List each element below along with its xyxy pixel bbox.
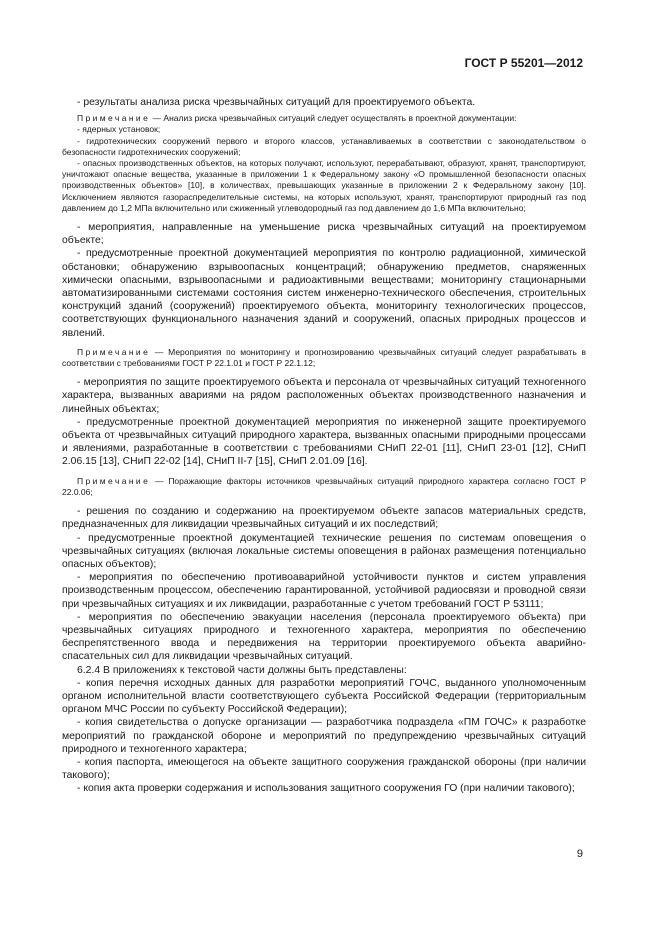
- paragraph: - решения по созданию и содержанию на проектируемом объекте запасов материальных средств, предназначенных для ликвидации чрезвычайных ситуаций и их последствий;: [62, 506, 586, 531]
- paragraph: - копия свидетельства о допуске организации — разработчика подраздела «ПМ ГОЧС» к разработке мероприятий по гражданской обороне и мероприятий по предупреждению чрезвычайных ситуаций природного и техногенного характера;: [62, 717, 586, 755]
- paragraph: - мероприятия по обеспечению эвакуации населения (персонала проектируемого объекта) при чрезвычайных ситуациях природного и техногенного характера, мероприятия по обеспечению беспрепятственного ввода и передвижения на территории проектируемого объекта аварийно-спасательных сил для ликвидации чрезвычайных ситуаций.: [62, 611, 586, 663]
- paragraph: - предусмотренные проектной документацией мероприятия по контролю радиационной, химической обстановки; обнаружению взрывоопасных концентраций; обнаружению предметов, снаряженных химически опасными, взрывоопасными и радиоактивными веществами; мониторингу стационарными автоматизированными системами состояния систем инженерно-технического обеспечения, строительных конструкций зданий (сооружений) проектируемого объекта, мониторингу технологических процессов, соответствующих функционального назначения зданий и сооружений, опасных природных процессов и явлений.: [62, 248, 586, 339]
- note: [62, 113, 586, 124]
- note-label: Примечание: [77, 113, 151, 124]
- note-item: - опасных производственных объектов, на которых получают, используют, перерабатывают, образуют, хранят, транспортируют, уничтожают опасные вещества, указанные в приложении 1 к Федеральному закону «О промышленной безопасности опасных производственных объектов» [10], в количествах, превышающих указанные в приложении 2 к Федеральному закону [10]. Исключением являются газораспределительные системы, на которых используют, хранят, транспортируют природный газ под давлением до 1,2 МПа включительно или сжиженный углеводородный газ под давлением до 1,6 МПа включительно;: [62, 158, 586, 213]
- paragraph: - мероприятия по защите проектируемого объекта и персонала от чрезвычайных ситуаций техногенного характера, вызванных авариями на рядом расположенных объектах производственного назначения и линейных объектах;: [62, 377, 586, 415]
- paragraph: - предусмотренные проектной документацией технические решения по системам оповещения о чрезвычайных ситуациях (включая локальные системы оповещения в районах размещения потенциально опасных объектов);: [62, 532, 586, 570]
- page-number: 9: [576, 848, 583, 860]
- note-label: Примечание: [77, 346, 151, 357]
- paragraph: - мероприятия, направленные на уменьшение риска чрезвычайных ситуаций на проектируемом объекте;: [62, 222, 586, 247]
- paragraph: - результаты анализа риска чрезвычайных ситуаций для проектируемого объекта.: [77, 97, 476, 108]
- document-header: ГОСТ Р 55201—2012: [464, 56, 583, 70]
- note-text: — Мероприятия по мониторингу и прогнозированию чрезвычайных ситуаций следует разрабатывать в соответствии с требованиями ГОСТ Р 22.1.01 и ГОСТ Р 22.1.12;: [62, 346, 586, 369]
- note-item: - гидротехнических сооружений первого и второго классов, устанавливаемых в соответствии с законодательством о безопасности гидротехнических сооружений;: [62, 135, 586, 157]
- paragraph: - мероприятия по обеспечению противоаварийной устойчивости пунктов и систем управления производственным процессом, обеспечению гарантированной, устойчивой радиосвязи и проводной связи при чрезвычайных ситуациях и их ликвидации, разработанные с учетом требований ГОСТ Р 53111;: [62, 572, 586, 610]
- note: [62, 347, 586, 369]
- section-paragraph: 6.2.4 В приложениях к текстовой части должны быть представлены:: [77, 664, 407, 676]
- paragraph: - копия перечня исходных данных для разработки мероприятий ГОЧС, выданного уполномоченным органом исполнительной власти соответствующего субъекта Российской Федерации (территориальным органом МЧС России по субъекту Российской Федерации);: [62, 677, 586, 716]
- note-text: — Анализ риска чрезвычайных ситуаций следует осуществлять в проектной документации:: [150, 113, 517, 124]
- note: [62, 476, 586, 498]
- note-item: - ядерных установок;: [77, 124, 161, 135]
- page-body: [62, 96, 586, 796]
- note-text: — Поражающие факторы источников чрезвычайных ситуаций природного характера согласно ГОСТ Р 22.0.06;: [62, 475, 586, 497]
- note-label: Примечание: [77, 475, 151, 486]
- paragraph: - копия акта проверки содержания и использования защитного сооружения ГО (при наличии такового);: [77, 783, 575, 795]
- paragraph: - копия паспорта, имеющегося на объекте защитного сооружения гражданской обороны (при наличии такового);: [62, 756, 586, 782]
- paragraph: - предусмотренные проектной документацией мероприятия по инженерной защите проектируемого объекта от чрезвычайных ситуаций природного характера, вызванных опасными природными процессами и явлениями, разработанные в соответствии с требованиями СНиП 22-01 [11], СНиП 23-01 [12], СНиП 2.06.15 [13], СНиП 22-02 [14], СНиП II-7 [15], СНиП 2.01.09 [16].: [62, 416, 586, 468]
